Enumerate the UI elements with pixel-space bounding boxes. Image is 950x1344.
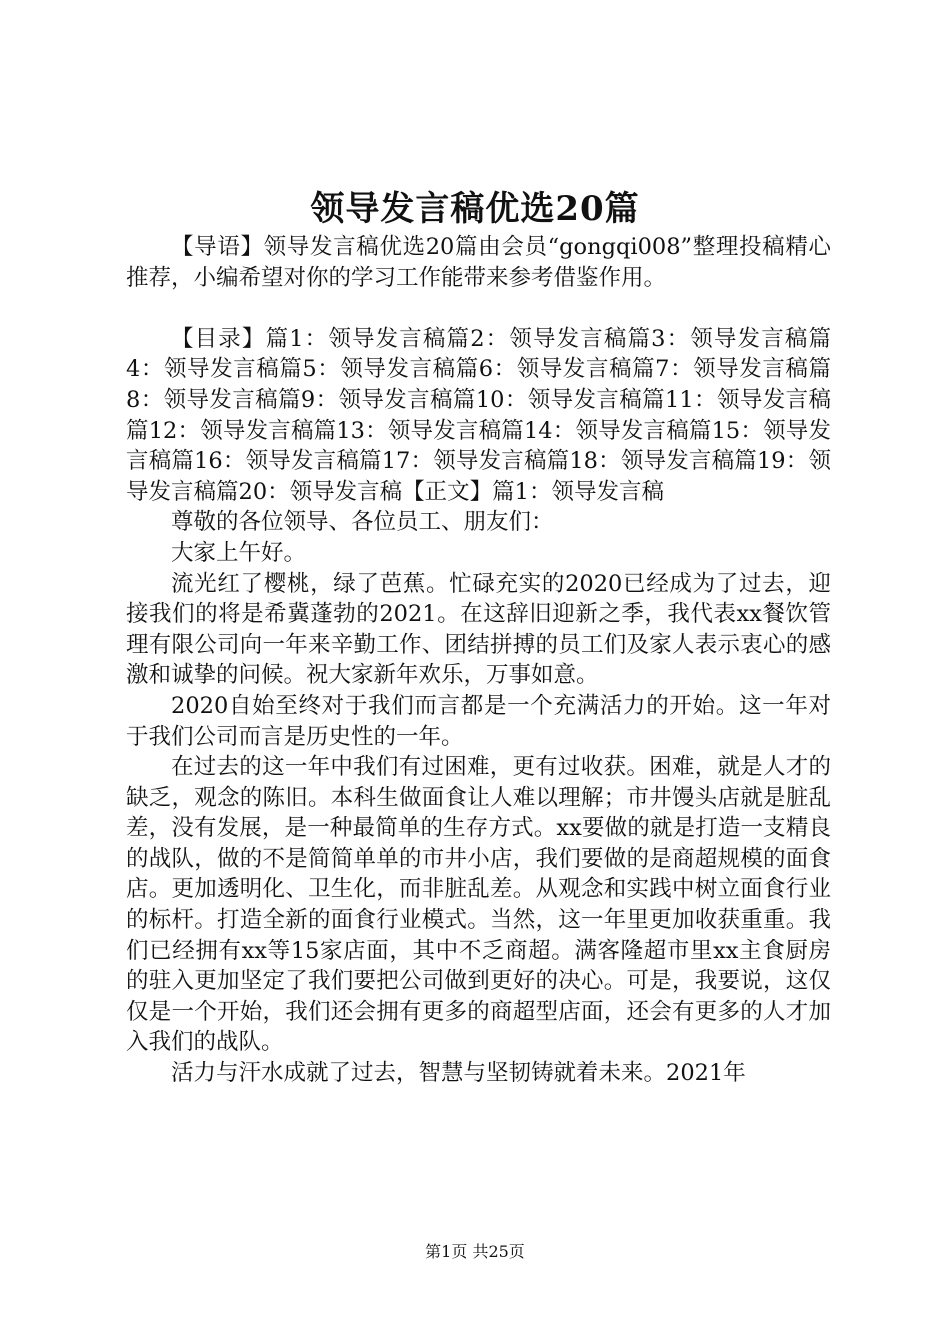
greeting-paragraph: 大家上午好。 bbox=[171, 539, 307, 566]
intro-paragraph: 【导语】领导发言稿优选20篇由会员“gongqi008”整理投稿精心推荐，小编希望对你的学习工作能带来参考借鉴作用。 bbox=[126, 234, 831, 291]
body-paragraph-1: 流光红了樱桃，绿了芭蕉。忙碌充实的2020已经成为了过去，迎接我们的将是希冀蓬勃的2021。在这辞旧迎新之季，我代表xx餐饮管理有限公司向一年来辛勤工作、团结拼搏的员工们及家人表示衷心的感激和诚挚的问候。祝大家新年欢乐，万事如意。 bbox=[126, 570, 831, 689]
document-title: 领导发言稿优选20篇 bbox=[310, 189, 640, 229]
salutation-paragraph: 尊敬的各位领导、各位员工、朋友们： bbox=[171, 509, 554, 536]
body-paragraph-3: 在过去的这一年中我们有过困难，更有过收获。困难，就是人才的缺乏，观念的陈旧。本科生做面食让人难以理解；市井馒头店就是脏乱差，没有发展，是一种最简单的生存方式。xx要做的就是打造一支精良的战队，做的不是简简单单的市井小店，我们要做的是商超规模的面食店。更加透明化、卫生化，而非脏乱差。从观念和实践中树立面食行业的标杆。打造全新的面食行业模式。当然，这一年里更加收获重重。我们已经拥有xx等15家店面，其中不乏商超。满客隆超市里xx主食厨房的驻入更加坚定了我们要把公司做到更好的决心。可是，我要说，这仅仅是一个开始，我们还会拥有更多的商超型店面，还会有更多的人才加入我们的战队。 bbox=[126, 754, 831, 1056]
body-paragraph-4: 活力与汗水成就了过去，智慧与坚韧铸就着未来。2021年 bbox=[171, 1060, 746, 1087]
body-paragraph-2: 2020自始至终对于我们而言都是一个充满活力的开始。这一年对于我们公司而言是历史性的一年。 bbox=[126, 692, 831, 750]
document-body bbox=[126, 232, 831, 1089]
page-footer: 第1页 共25页 bbox=[425, 1242, 525, 1261]
toc-paragraph: 【目录】篇1：领导发言稿篇2：领导发言稿篇3：领导发言稿篇4：领导发言稿篇5：领导发言稿篇6：领导发言稿篇7：领导发言稿篇8：领导发言稿篇9：领导发言稿篇10：领导发言稿篇11：领导发言稿篇12：领导发言稿篇13：领导发言稿篇14：领导发言稿篇15：领导发言稿篇16：领导发言稿篇17：领导发言稿篇18：领导发言稿篇19：领导发言稿篇20：领导发言稿【正文】篇1：领导发言稿 bbox=[126, 325, 831, 505]
